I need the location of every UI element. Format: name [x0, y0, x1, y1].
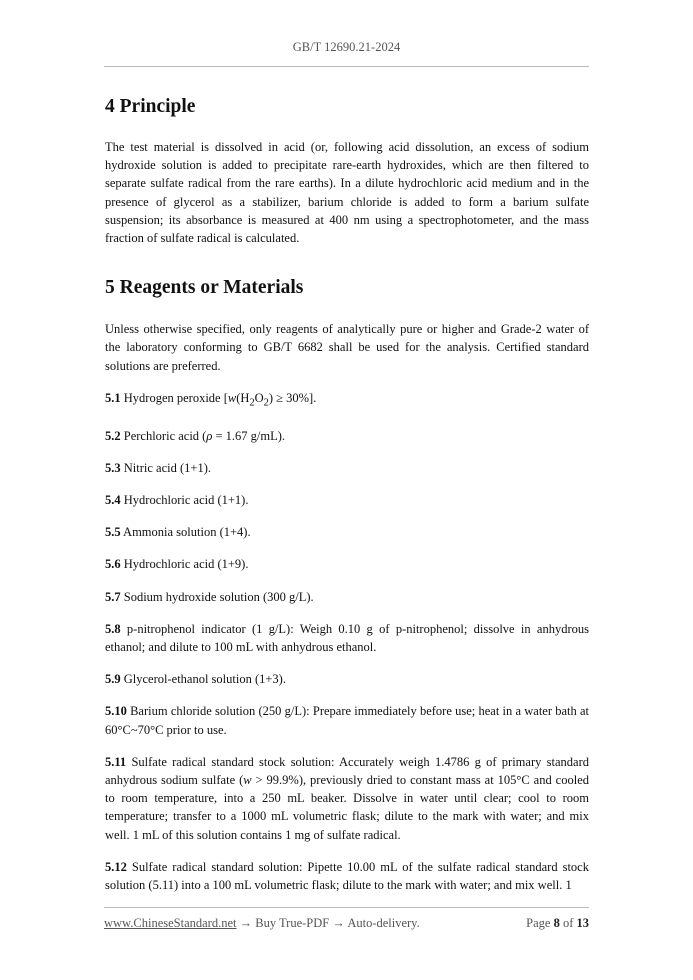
item-text: = 1.67 g/mL).	[212, 428, 286, 443]
reagents-intro-paragraph: Unless otherwise specified, only reagents of analytically pure or higher and Grade-2 water of the laboratory conforming to GB/T 6682 shall be used for the analysis. Certified standard solutions are preferred.	[105, 322, 589, 373]
reagent-item	[105, 491, 589, 509]
arrow-right-icon: →	[236, 916, 256, 930]
footer-promo	[104, 916, 420, 931]
page-number	[526, 916, 589, 931]
page-word: Page	[526, 916, 554, 930]
item-text: Sulfate radical standard stock solution: Accurately weigh 1.4786 g of primary standard anhydrous sodium sulfate (	[105, 754, 589, 787]
buy-pdf-text: Buy True-PDF	[255, 916, 330, 930]
reagent-item	[105, 389, 589, 413]
item-text: Sulfate radical standard solution: Pipette 10.00 mL of the sulfate radical standard stock solution (5.11) into a 100 mL volumetric flask; dilute to the mark with water; and mix well. 1	[105, 859, 589, 892]
reagent-item	[105, 459, 589, 477]
clause-number: 5.4	[105, 492, 121, 507]
clause-number: 5.6	[105, 557, 121, 572]
reagent-item	[105, 702, 589, 738]
clause-number: 5.10	[105, 704, 127, 719]
reagent-item	[105, 588, 589, 606]
website-link[interactable]: www.ChineseStandard.net	[104, 916, 237, 930]
item-text: O	[254, 390, 264, 405]
item-text: ) ≥ 30%].	[268, 390, 317, 405]
item-text: (H	[236, 390, 250, 405]
auto-delivery-text: Auto-delivery.	[347, 916, 420, 930]
footer-divider	[104, 907, 589, 908]
subscript: 2	[249, 397, 255, 409]
item-text: Sodium hydroxide solution (300 g/L).	[120, 589, 314, 604]
item-text: Barium chloride solution (250 g/L): Prepare immediately before use; heat in a water bath at 60°C~70°C prior to use.	[105, 704, 589, 737]
item-text: Ammonia solution (1+4).	[120, 525, 251, 540]
clause-number: 5.2	[105, 428, 121, 443]
clause-number: 5.12	[105, 859, 127, 874]
principle-paragraph: The test material is dissolved in acid (or, following acid dissolution, an excess of sodium hydroxide solution is added to precipitate rare-earth hydroxides, which are then filtered to separate sulfate radical from the rare earths). In a dilute hydrochloric acid medium and in the presence of glycerol as a stabilizer, barium chloride is added to form a barium sulfate suspension; its absorbance is measured at 400 nm using a spectrophotometer, and the mass fraction of sulfate radical is calculated.	[105, 140, 589, 246]
clause-number: 5.8	[105, 621, 121, 636]
of-word: of	[559, 916, 577, 930]
reagent-item	[105, 427, 589, 445]
clause-number: 5.3	[105, 460, 121, 475]
item-text: Hydrogen peroxide [	[120, 390, 228, 405]
clause-number: 5.5	[105, 525, 121, 540]
reagent-item	[105, 620, 589, 656]
item-text: Perchloric acid (	[120, 428, 207, 443]
item-text: Hydrochloric acid (1+1).	[120, 492, 249, 507]
reagent-item	[105, 753, 589, 844]
item-text: > 99.9%), previously dried to constant mass at 105°C and cooled to room temperature, into a 250 mL beaker. Dissolve in water until clear; cool to room temperature; transfer to a 1000 mL volumetric flask; dilute to the mark with water; and mix well. 1 mL of this solution contains 1 mg of sulfate radical.	[105, 772, 589, 842]
reagent-item	[105, 858, 589, 894]
clause-number: 5.9	[105, 672, 121, 687]
page-content	[105, 92, 589, 894]
section-title-reagents: 5 Reagents or Materials	[105, 277, 304, 299]
arrow-right-icon: →	[329, 916, 348, 930]
item-text: p-nitrophenol indicator (1 g/L): Weigh 0.10 g of p-nitrophenol; dissolve in anhydrous ethanol; and dilute to 100 mL with anhydrous ethanol.	[105, 621, 589, 654]
clause-number: 5.11	[105, 754, 127, 769]
item-text: Nitric acid (1+1).	[120, 460, 211, 475]
item-text: Hydrochloric acid (1+9).	[120, 557, 249, 572]
document-code: GB/T 12690.21-2024	[292, 40, 401, 54]
clause-number: 5.7	[105, 589, 121, 604]
reagent-item	[105, 523, 589, 541]
subscript: 2	[263, 397, 269, 409]
total-pages: 13	[576, 916, 589, 930]
reagent-item	[105, 670, 589, 688]
page-header	[104, 40, 589, 55]
section-title-principle: 4 Principle	[105, 96, 196, 117]
clause-number: 5.1	[105, 390, 121, 405]
item-italic: w	[243, 772, 252, 787]
item-italic: w	[227, 390, 237, 405]
item-text: Glycerol-ethanol solution (1+3).	[120, 672, 286, 687]
reagent-item	[105, 555, 589, 573]
current-page: 8	[553, 916, 560, 930]
item-italic: ρ	[206, 428, 213, 443]
header-divider	[104, 66, 589, 67]
